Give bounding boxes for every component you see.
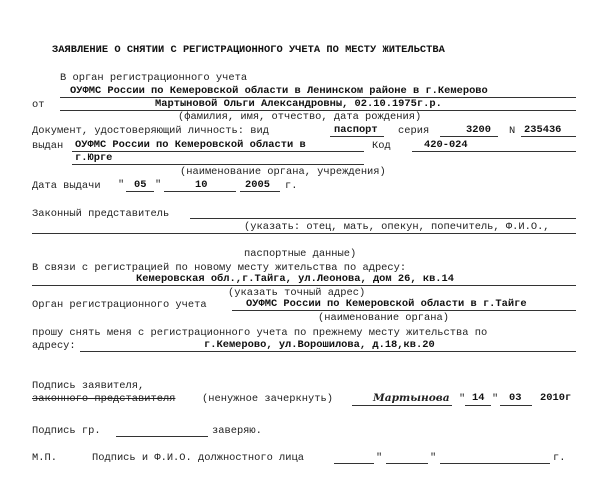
issue-year-line: [240, 191, 280, 192]
issued-by-line-1: [72, 151, 364, 152]
issue-date-label: Дата выдачи: [32, 180, 101, 192]
certify-label: Подпись гр.: [32, 425, 101, 437]
request-address-value: г.Кемерово, ул.Ворошилова, д.18,кв.20: [204, 339, 435, 351]
official-day-line: [386, 463, 428, 464]
code-label: Код: [372, 140, 391, 152]
official-day-close-quote: ": [430, 452, 437, 464]
new-organ-value: ОУФМС России по Кемеровской области в г.Тайге: [246, 298, 527, 310]
new-organ-hint: (наименование органа): [318, 312, 449, 324]
representative-hint-2: паспортные данные): [244, 248, 357, 260]
document-type-line: [330, 136, 384, 137]
signature-day-open-quote: ": [459, 393, 466, 405]
new-registration-label: В связи с регистрацией по новому месту жительства по адресу:: [32, 262, 407, 274]
applicant-signature: Мартынова: [373, 392, 450, 404]
issued-by-1: ОУФМС России по Кемеровской области в: [75, 139, 306, 151]
issue-day: 05: [134, 179, 147, 191]
official-signature-line: [334, 463, 374, 464]
issue-year-suffix: г.: [285, 180, 298, 192]
number-label: N: [509, 125, 516, 137]
new-registration-address: Кемеровская обл.,г.Тайга, ул.Леонова, дом 26, кв.14: [136, 273, 455, 285]
issue-month-line: [164, 191, 236, 192]
representative-line: [190, 218, 576, 219]
signature-month-line: [500, 405, 532, 406]
signature-day-line: [465, 405, 491, 406]
applicant-label: от: [32, 99, 45, 111]
page-title: ЗАЯВЛЕНИЕ О СНЯТИИ С РЕГИСТРАЦИОННОГО УЧЕТА ПО МЕСТУ ЖИТЕЛЬСТВА: [52, 44, 445, 56]
issued-hint: (наименование органа, учреждения): [180, 166, 386, 178]
document-label: Документ, удостоверяющий личность: вид: [32, 125, 269, 137]
issued-label: выдан: [32, 140, 64, 152]
series-value: 3200: [466, 124, 491, 136]
signature-note: (ненужное зачеркнуть): [202, 393, 333, 405]
request-text: прошу снять меня с регистрационного учета по прежнему месту жительства по: [32, 327, 488, 339]
applicant-value: Мартыновой Ольги Александровны, 02.10.1975г.р.: [155, 98, 442, 110]
certify-line: [116, 436, 208, 437]
issued-by-line-2: [72, 164, 364, 165]
issue-year: 2005: [245, 179, 270, 191]
issue-day-open-quote: ": [118, 179, 125, 191]
signature-label-struck: законного представителя: [32, 393, 176, 405]
signature-month: 03: [509, 392, 522, 404]
signature-day-close-quote: ": [492, 393, 499, 405]
organ-label: В орган регистрационного учета: [60, 72, 248, 84]
stamp-place: М.П.: [32, 452, 57, 464]
applicant-hint: (фамилия, имя, отчество, дата рождения): [178, 111, 422, 123]
issue-day-line: [126, 191, 154, 192]
new-organ-label: Орган регистрационного учета: [32, 299, 207, 311]
number-line: [521, 136, 576, 137]
signature-year: 2010г: [540, 392, 572, 404]
representative-hint-1: (указать: отец, мать, опекун, попечитель, Ф.И.О.,: [244, 221, 550, 233]
official-month-line: [440, 463, 550, 464]
official-day-open-quote: ": [376, 452, 383, 464]
official-signature-label: Подпись и Ф.И.О. должностного лица: [92, 452, 305, 464]
new-registration-line: [32, 285, 576, 286]
issued-by-2: г.Юрге: [75, 152, 113, 164]
code-value: 420-024: [424, 139, 468, 151]
representative-line-2: [32, 233, 576, 234]
series-label: серия: [398, 125, 430, 137]
organ-value: ОУФМС России по Кемеровской области в Ленинском районе в г.Кемерово: [70, 85, 488, 97]
signature-day: 14: [472, 392, 485, 404]
new-organ-line: [232, 310, 576, 311]
certify-suffix: заверяю.: [212, 425, 262, 437]
new-registration-hint: (указать точный адрес): [228, 287, 366, 299]
document-type: паспорт: [334, 124, 378, 136]
signature-line: [352, 405, 452, 406]
series-line: [440, 136, 498, 137]
request-address-line: [80, 351, 576, 352]
signature-label: Подпись заявителя,: [32, 380, 145, 392]
issue-day-close-quote: ": [155, 179, 162, 191]
request-address-label: адресу:: [32, 340, 76, 352]
code-line: [412, 151, 576, 152]
number-value: 235436: [524, 124, 562, 136]
official-year-suffix: г.: [553, 452, 566, 464]
representative-label: Законный представитель: [32, 208, 170, 220]
issue-month: 10: [195, 179, 208, 191]
